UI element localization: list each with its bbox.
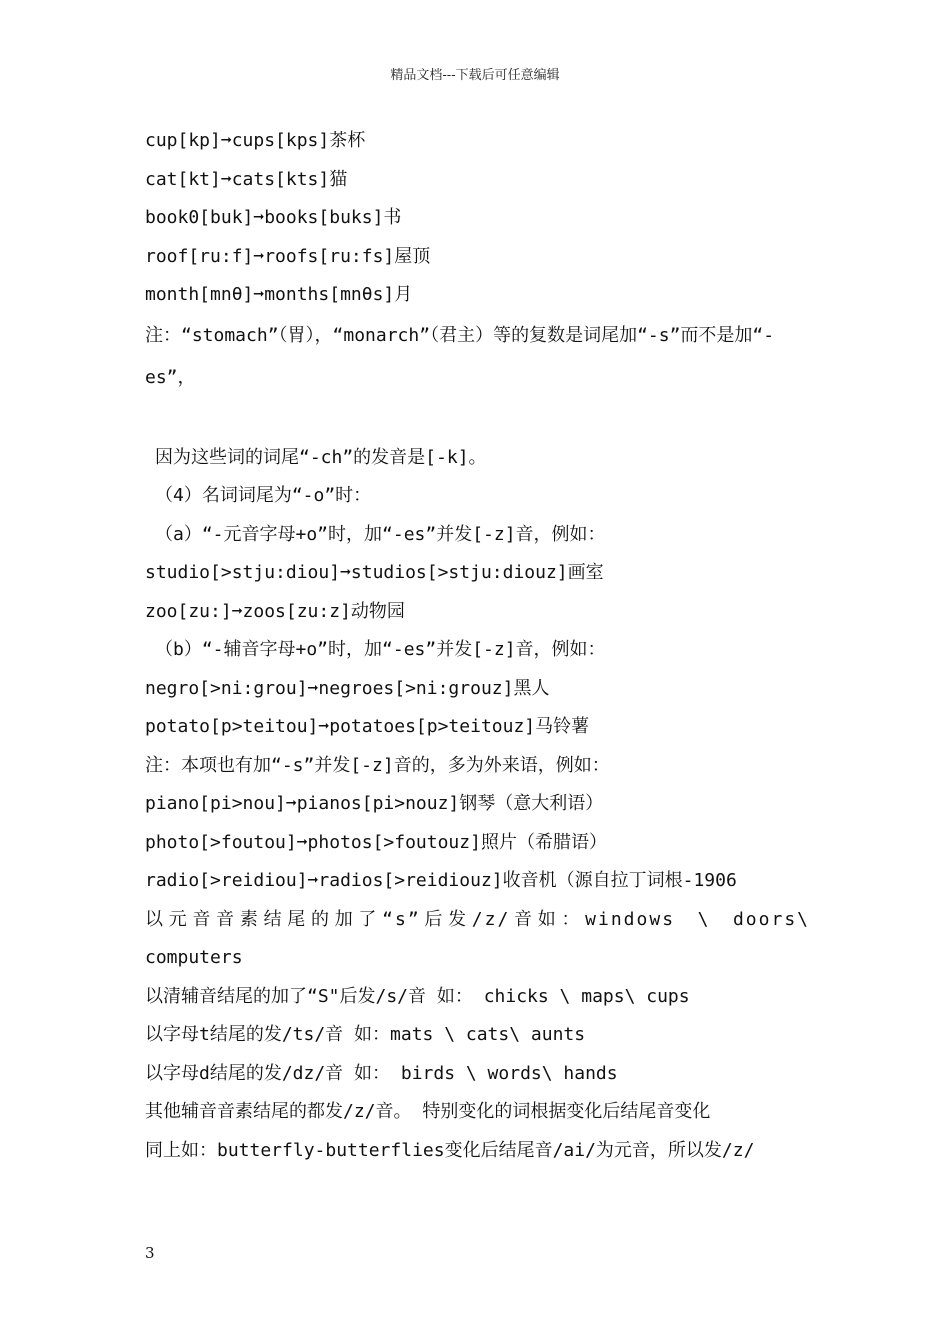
text-line: 以字母t结尾的发/ts/音 如：mats \ cats\ aunts bbox=[145, 1024, 586, 1045]
note-line: 注：本项也有加“-s”并发[-z]音的，多为外来语，例如： bbox=[145, 754, 610, 776]
note-paragraph: 注：“stomach”（胃），“monarch”（君主）等的复数是词尾加“-s”而不是加“-es”， bbox=[145, 324, 775, 388]
text-line: 以字母d结尾的发/dz/音 如： birds \ words\ hands bbox=[145, 1062, 618, 1084]
text-line: book0[buk]➞books[buks]书 bbox=[145, 207, 402, 228]
text-line: radio[>reidiou]➞radios[>reidiouz]收音机（源自拉丁词根-1906 bbox=[145, 870, 737, 891]
text-line: 因为这些词的词尾“-ch”的发音是[-k]。 bbox=[155, 446, 487, 468]
text-line: negro[>ni:grou]➞negroes[>ni:grouz]黑人 bbox=[145, 677, 550, 699]
text-line: computers bbox=[145, 947, 243, 968]
text-line: 同上如：butterfly-butterflies变化后结尾音/ai/为元音，所以发/z/ bbox=[145, 1139, 755, 1161]
text-line: month[mnθ]➞months[mnθs]月 bbox=[145, 284, 413, 305]
text-line: photo[>foutou]➞photos[>foutouz]照片（希腊语） bbox=[145, 831, 607, 853]
text-line: cat[kt]➞cats[kts]猫 bbox=[145, 168, 348, 190]
document-body bbox=[145, 122, 810, 1170]
rule-a: （a）“-元音字母+o”时，加“-es”并发[-z]音，例如： bbox=[155, 523, 606, 545]
text-line: cup[kp]➞cups[kps]茶杯 bbox=[145, 130, 366, 151]
page-number: 3 bbox=[145, 1244, 155, 1262]
text-line: 其他辅音音素结尾的都发/z/音。 特别变化的词根据变化后结尾音变化 bbox=[145, 1101, 711, 1122]
text-line: potato[p>teitou]➞potatoes[p>teitouz]马铃薯 bbox=[145, 716, 590, 737]
text-line: 以元音音素结尾的加了“s”后发/z/音如：windows \ doors\ bbox=[145, 908, 810, 930]
page-header: 精品文档---下载后可任意编辑 bbox=[390, 68, 560, 83]
text-line: zoo[zu:]➞zoos[zu:z]动物园 bbox=[145, 600, 405, 622]
text-line: roof[ru:f]➞roofs[ru:fs]屋顶 bbox=[145, 245, 431, 267]
text-line: 以清辅音结尾的加了“S"后发/s/音 如： chicks \ maps\ cups bbox=[145, 985, 690, 1007]
text-line: studio[>stju:diou]➞studios[>stju:diouz]画室 bbox=[145, 562, 604, 583]
section-heading: （4）名词词尾为“-o”时： bbox=[155, 485, 372, 506]
rule-b: （b）“-辅音字母+o”时，加“-es”并发[-z]音，例如： bbox=[155, 639, 606, 660]
text-line: piano[pi>nou]➞pianos[pi>nouz]钢琴（意大利语） bbox=[145, 793, 604, 814]
